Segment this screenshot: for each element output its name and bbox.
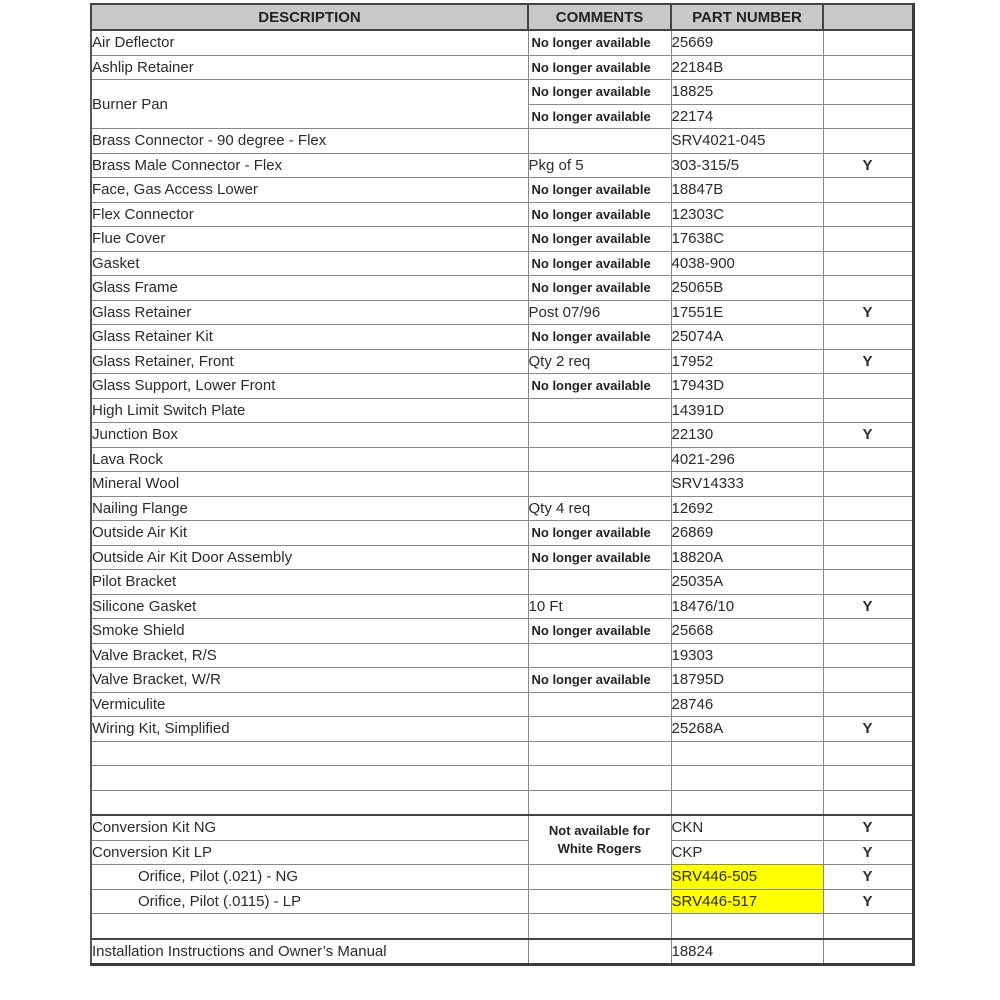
part-number-cell: 22130: [671, 423, 823, 448]
flag-cell: [823, 104, 913, 129]
table-row: [91, 545, 913, 570]
blank-cell: [528, 914, 671, 939]
blank-cell: [671, 766, 823, 791]
blank-cell: [91, 766, 528, 791]
part-number-cell: 18795D: [671, 668, 823, 693]
description-cell: Wiring Kit, Simplified: [91, 717, 528, 742]
part-number-cell: 25065B: [671, 276, 823, 301]
comment-cell: Post 07/96: [528, 300, 671, 325]
part-number-cell: 18820A: [671, 545, 823, 570]
description-cell: Orifice, Pilot (.0115) - LP: [91, 889, 528, 914]
flag-cell: [823, 55, 913, 80]
table-row: [91, 276, 913, 301]
comment-cell: [528, 939, 671, 965]
description-cell: Outside Air Kit Door Assembly: [91, 545, 528, 570]
part-number-cell: 4038-900: [671, 251, 823, 276]
parts-list-sheet: [90, 3, 912, 966]
comment-cell: No longer available: [528, 325, 671, 350]
table-row: [91, 889, 913, 914]
comment-cell: [528, 692, 671, 717]
flag-cell: [823, 227, 913, 252]
header-part-number: PART NUMBER: [671, 4, 823, 30]
parts-body: [91, 30, 913, 965]
comment-cell: No longer available: [528, 619, 671, 644]
table-row: [91, 374, 913, 399]
highlighted-part-number-cell: SRV446-517: [671, 889, 823, 914]
table-row: [91, 202, 913, 227]
comment-cell: No longer available: [528, 521, 671, 546]
description-cell: Flue Cover: [91, 227, 528, 252]
part-number-cell: 25074A: [671, 325, 823, 350]
parts-table: [90, 3, 915, 966]
description-cell: Ashlip Retainer: [91, 55, 528, 80]
flag-cell: [823, 643, 913, 668]
blank-row: [91, 790, 913, 815]
description-cell: Glass Retainer, Front: [91, 349, 528, 374]
flag-cell: Y: [823, 423, 913, 448]
description-cell: Silicone Gasket: [91, 594, 528, 619]
flag-cell: Y: [823, 153, 913, 178]
flag-cell: [823, 472, 913, 497]
part-number-cell: 12692: [671, 496, 823, 521]
table-row: [91, 692, 913, 717]
flag-cell: [823, 129, 913, 154]
comment-cell: [528, 472, 671, 497]
part-number-cell: 17551E: [671, 300, 823, 325]
description-cell: Glass Retainer Kit: [91, 325, 528, 350]
flag-cell: [823, 30, 913, 55]
description-cell: Glass Frame: [91, 276, 528, 301]
blank-cell: [91, 741, 528, 766]
comment-cell: No longer available: [528, 55, 671, 80]
table-row: [91, 398, 913, 423]
part-number-cell: CKP: [671, 840, 823, 865]
blank-row: [91, 741, 913, 766]
table-row: [91, 447, 913, 472]
part-number-cell: 4021-296: [671, 447, 823, 472]
blank-cell: [823, 790, 913, 815]
comment-cell: [528, 398, 671, 423]
description-cell: Pilot Bracket: [91, 570, 528, 595]
shared-comment-line: White Rogers: [557, 841, 642, 856]
part-number-cell: 303-315/5: [671, 153, 823, 178]
table-row: [91, 643, 913, 668]
description-cell: Conversion Kit NG: [91, 815, 528, 840]
flag-cell: Y: [823, 815, 913, 840]
blank-cell: [823, 914, 913, 939]
table-row: [91, 668, 913, 693]
blank-cell: [91, 790, 528, 815]
flag-cell: Y: [823, 349, 913, 374]
flag-cell: [823, 202, 913, 227]
comment-cell: 10 Ft: [528, 594, 671, 619]
table-row: [91, 815, 913, 840]
description-cell: Installation Instructions and Owner’s Manual: [91, 939, 528, 965]
table-row: [91, 472, 913, 497]
table-row: [91, 153, 913, 178]
table-row: [91, 30, 913, 55]
flag-cell: [823, 619, 913, 644]
comment-cell: No longer available: [528, 30, 671, 55]
comment-cell: [528, 865, 671, 890]
table-row: [91, 423, 913, 448]
comment-cell: [528, 889, 671, 914]
description-cell: Smoke Shield: [91, 619, 528, 644]
flag-cell: [823, 276, 913, 301]
table-row: [91, 300, 913, 325]
comment-cell: No longer available: [528, 545, 671, 570]
part-number-cell: 22174: [671, 104, 823, 129]
comment-cell: Qty 4 req: [528, 496, 671, 521]
blank-cell: [528, 766, 671, 791]
part-number-cell: 25668: [671, 619, 823, 644]
flag-cell: [823, 692, 913, 717]
part-number-cell: 18825: [671, 80, 823, 105]
table-row: [91, 939, 913, 965]
description-cell: High Limit Switch Plate: [91, 398, 528, 423]
comment-cell: No longer available: [528, 227, 671, 252]
blank-cell: [671, 741, 823, 766]
description-cell: Conversion Kit LP: [91, 840, 528, 865]
blank-row: [91, 914, 913, 939]
shared-comment-line: Not available for: [548, 823, 651, 838]
part-number-cell: 25268A: [671, 717, 823, 742]
flag-cell: [823, 398, 913, 423]
header-description: DESCRIPTION: [91, 4, 528, 30]
description-cell: Burner Pan: [91, 80, 528, 129]
blank-cell: [91, 914, 528, 939]
header-comments: COMMENTS: [528, 4, 671, 30]
description-cell: Brass Male Connector - Flex: [91, 153, 528, 178]
part-number-cell: SRV14333: [671, 472, 823, 497]
part-number-cell: 12303C: [671, 202, 823, 227]
table-row: [91, 840, 913, 865]
comment-cell: No longer available: [528, 276, 671, 301]
flag-cell: [823, 447, 913, 472]
header-flag: [823, 4, 913, 30]
description-cell: Brass Connector - 90 degree - Flex: [91, 129, 528, 154]
comment-cell: [528, 129, 671, 154]
flag-cell: Y: [823, 889, 913, 914]
description-cell: Nailing Flange: [91, 496, 528, 521]
flag-cell: [823, 521, 913, 546]
description-cell: Outside Air Kit: [91, 521, 528, 546]
description-cell: Lava Rock: [91, 447, 528, 472]
part-number-cell: SRV4021-045: [671, 129, 823, 154]
description-cell: Glass Support, Lower Front: [91, 374, 528, 399]
comment-cell: No longer available: [528, 104, 671, 129]
shared-comment-cell: [528, 815, 671, 865]
flag-cell: [823, 178, 913, 203]
description-cell: Vermiculite: [91, 692, 528, 717]
blank-cell: [823, 741, 913, 766]
description-cell: Glass Retainer: [91, 300, 528, 325]
table-row: [91, 717, 913, 742]
description-cell: Junction Box: [91, 423, 528, 448]
part-number-cell: 28746: [671, 692, 823, 717]
part-number-cell: 18476/10: [671, 594, 823, 619]
comment-cell: No longer available: [528, 374, 671, 399]
description-cell: Gasket: [91, 251, 528, 276]
flag-cell: [823, 496, 913, 521]
flag-cell: [823, 668, 913, 693]
comment-cell: No longer available: [528, 178, 671, 203]
flag-cell: Y: [823, 594, 913, 619]
flag-cell: [823, 374, 913, 399]
table-row: [91, 80, 913, 105]
table-row: [91, 594, 913, 619]
table-row: [91, 570, 913, 595]
flag-cell: [823, 545, 913, 570]
part-number-cell: 14391D: [671, 398, 823, 423]
comment-cell: [528, 570, 671, 595]
part-number-cell: 17952: [671, 349, 823, 374]
table-row: [91, 865, 913, 890]
flag-cell: Y: [823, 840, 913, 865]
table-row: [91, 129, 913, 154]
description-cell: Mineral Wool: [91, 472, 528, 497]
flag-cell: [823, 939, 913, 965]
comment-cell: [528, 447, 671, 472]
description-cell: Valve Bracket, R/S: [91, 643, 528, 668]
flag-cell: Y: [823, 717, 913, 742]
part-number-cell: 22184B: [671, 55, 823, 80]
flag-cell: Y: [823, 300, 913, 325]
description-cell: Orifice, Pilot (.021) - NG: [91, 865, 528, 890]
flag-cell: [823, 570, 913, 595]
table-row: [91, 619, 913, 644]
table-row: [91, 496, 913, 521]
table-row: [91, 55, 913, 80]
table-row: [91, 227, 913, 252]
table-row: [91, 178, 913, 203]
comment-cell: No longer available: [528, 668, 671, 693]
comment-cell: No longer available: [528, 80, 671, 105]
blank-cell: [671, 790, 823, 815]
comment-cell: [528, 423, 671, 448]
part-number-cell: 17943D: [671, 374, 823, 399]
description-cell: Valve Bracket, W/R: [91, 668, 528, 693]
flag-cell: [823, 251, 913, 276]
comment-cell: Qty 2 req: [528, 349, 671, 374]
part-number-cell: 25035A: [671, 570, 823, 595]
blank-cell: [671, 914, 823, 939]
header-row: [91, 4, 913, 30]
table-row: [91, 521, 913, 546]
part-number-cell: 17638C: [671, 227, 823, 252]
blank-cell: [823, 766, 913, 791]
table-row: [91, 325, 913, 350]
comment-cell: No longer available: [528, 251, 671, 276]
description-cell: Face, Gas Access Lower: [91, 178, 528, 203]
part-number-cell: 19303: [671, 643, 823, 668]
description-cell: Flex Connector: [91, 202, 528, 227]
flag-cell: Y: [823, 865, 913, 890]
comment-cell: [528, 643, 671, 668]
highlighted-part-number-cell: SRV446-505: [671, 865, 823, 890]
comment-cell: Pkg of 5: [528, 153, 671, 178]
part-number-cell: 18847B: [671, 178, 823, 203]
table-row: [91, 251, 913, 276]
part-number-cell: 26869: [671, 521, 823, 546]
flag-cell: [823, 325, 913, 350]
flag-cell: [823, 80, 913, 105]
blank-cell: [528, 741, 671, 766]
description-cell: Air Deflector: [91, 30, 528, 55]
blank-cell: [528, 790, 671, 815]
part-number-cell: 18824: [671, 939, 823, 965]
part-number-cell: CKN: [671, 815, 823, 840]
table-row: [91, 349, 913, 374]
part-number-cell: 25669: [671, 30, 823, 55]
comment-cell: [528, 717, 671, 742]
blank-row: [91, 766, 913, 791]
comment-cell: No longer available: [528, 202, 671, 227]
